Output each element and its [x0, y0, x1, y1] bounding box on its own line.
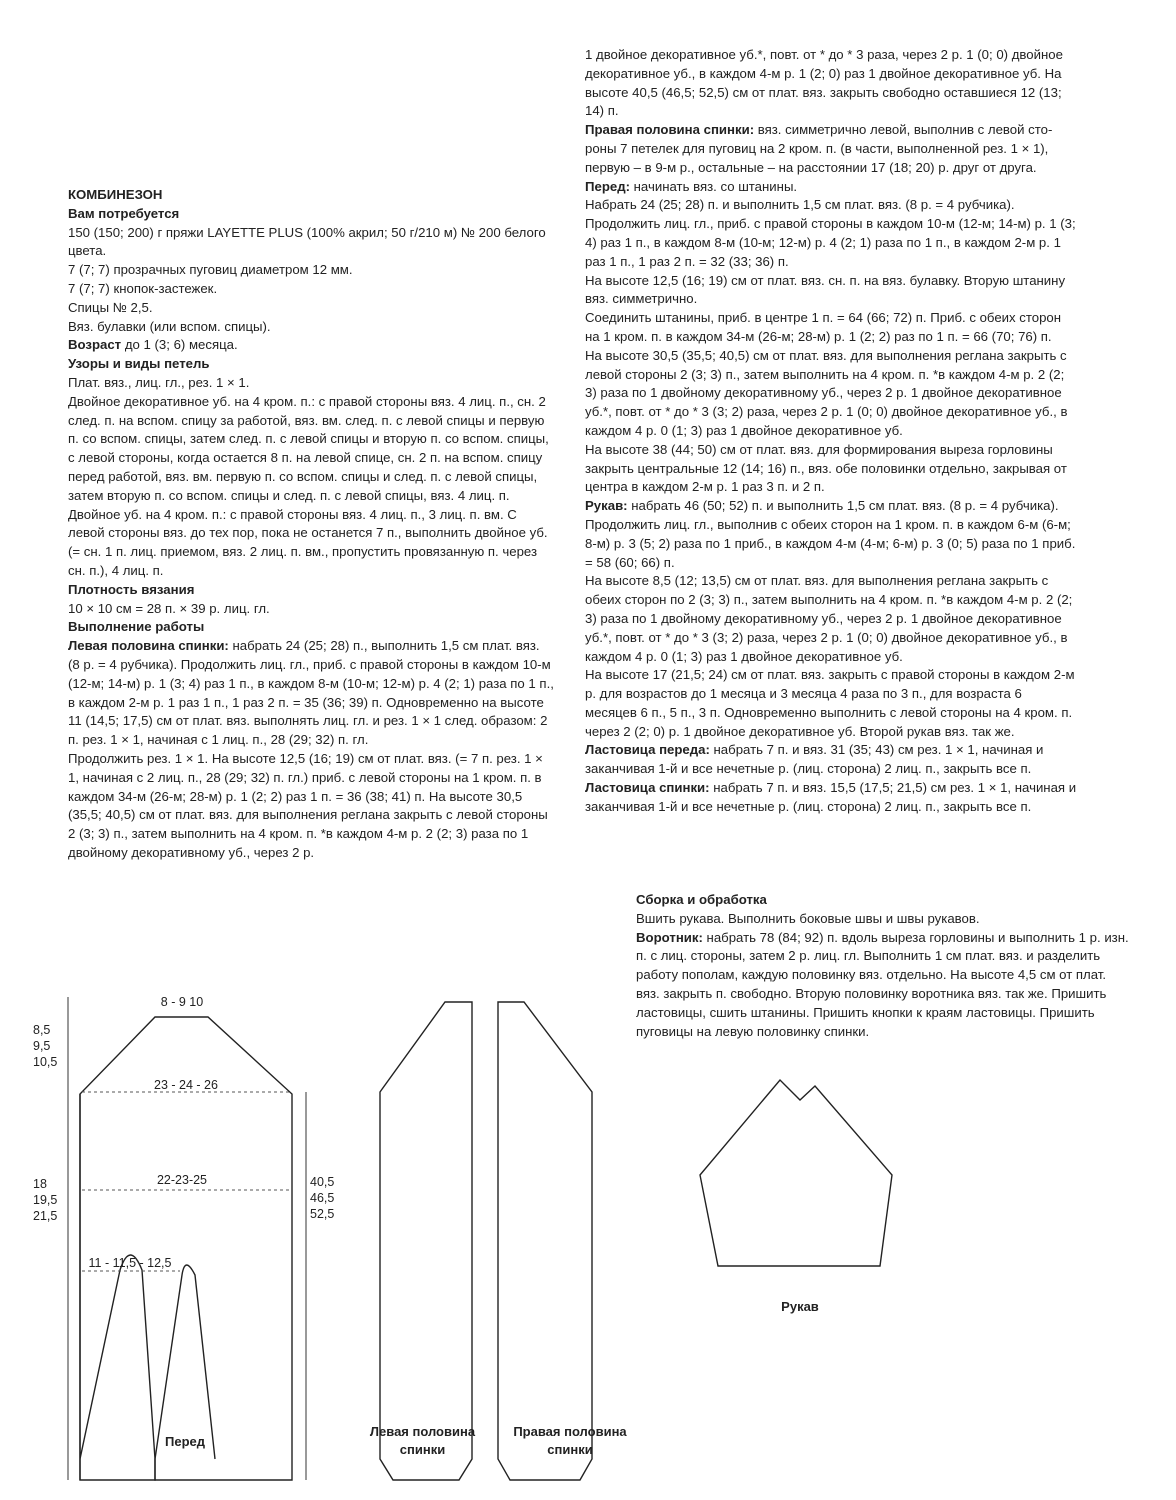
right-back-caption: Правая половина спинки: [513, 1424, 627, 1457]
right-text-column: [585, 46, 1077, 817]
section-heading: Сборка и обработка: [636, 892, 767, 907]
paragraph-text: вяз. симметрично левой, выполнив с левой стороны 7 петелек для пуговиц на 2 кром. п. (в части, выполненной рез. 1 × 1), первую – в 9-м р., остальные – на расстоянии 17 (18; 20) р. друг от друга.: [585, 122, 1053, 175]
front-chest-width-label: 23 - 24 - 26: [154, 1078, 218, 1092]
paragraph: Набрать 24 (25; 28) п. и выполнить 1,5 см плат. вяз. (8 р. = 4 рубчика). Продолжить лиц. гл., приб. с правой стороны в каждом 10-м (12-м; 14-м) р. 1 (3; 4) раз 1 п., в каждом 8-м (10-м; 12-м) р. 4 (2; 1) раза по 1 п., в каждом 2-м р. 1 раз 1 п., 1 раз 2 п. = 32 (33; 36) п.: [585, 197, 1076, 269]
paragraph-text: набрать 7 п. и вяз. 15,5 (17,5; 21,5) см рез. 1 × 1, начиная и заканчивая 1-й и все нечетные р. (лиц. сторона) 2 лиц. п., закрыть все п.: [585, 780, 1077, 814]
paragraph: Спицы № 2,5.: [68, 299, 153, 315]
front-body-height-label: 19,5: [33, 1193, 58, 1207]
paragraph: На высоте 17 (21,5; 24) см от плат. вяз. закрыть с правой стороны в каждом 2-м р. для возрастов до 1 месяца и 3 месяца 4 раза по 3 п., для возраста 6 месяцев 6 п., 5 п., 3 п. Одновременно выполнить с левой стороны на 4 кром. п. через 2 (2; 0) р. 1 двойное декоративное уб. Второй рукав вяз. так же.: [585, 667, 1075, 739]
front-waist-width-label: 22-23-25: [156, 1173, 208, 1187]
paragraph: На высоте 8,5 (12; 13,5) см от плат. вяз. для выполнения реглана закрыть с обеих сторон по 2 (3; 3) п., затем выполнить на 4 кром. п. *в каждом 4-м р. 2 (2; 3) раза по 1 двойному декоративному уб., через 2 р. 1 двойное декоративное уб.*, повт. от * до * 3 (3; 2) раза, через 2 р. 1 (0; 0) двойное декоративное уб., в каждом 4 р. 0 (1; 3) раз 1 двойное декоративное уб.: [585, 573, 1073, 664]
paragraph: 1 двойное декоративное уб.*, повт. от * до * 3 раза, через 2 р. 1 (0; 0) двойное декоративное уб., в каждом 4-м р. 1 (2; 0) раз 1 двойное декоративное уб. На высоте 40,5 (46,5; 52,5) см от плат. вяз. закрыть свободно оставшиеся 12 (13; 14) п.: [585, 47, 1063, 119]
paragraph: 7 (7; 7) кнопок-застежек.: [68, 280, 218, 296]
paragraph: Двойное декоративное уб. на 4 кром. п.: с правой стороны вяз. 4 лиц. п., сн. 2 след. п. на вспом. спицу за работой, вяз. вм. след. п. с левой спицы и первую п. со вспом. спицы, затем след. п. с левой спицы и вторую п. со вспом. спицы, с левой стороны, когда остается 8 п. на левой спице, сн. 2 п. на вспом. спицу перед работой, вяз. вм. первую п. со вспом. спицы и след. п. с левой спицы, затем вторую п. со вспом. спицы и след. п. с левой спицы, вяз. 4 лиц. п.: [68, 393, 549, 503]
paragraph-text: набрать 46 (50; 52) п. и выполнить 1,5 см плат. вяз. (8 р. = 4 рубчика). Продолжить лиц. гл., выполнив с обеих сторон на 1 кром. п. в каждом 6-м (6-м; 8-м) р. 3 (5; 2) раза по 1 приб., в каждом 4-м (4-м; 6-м) р. 3 (0; 5) раза по 1 приб. = 58 (60; 66) п.: [585, 498, 1076, 570]
paragraph: [585, 497, 1077, 572]
paragraph: Продолжить рез. 1 × 1. На высоте 12,5 (16; 19) см от плат. вяз. (= 7 п. рез. 1 × 1, начиная с 2 лиц. п., 28 (29; 32) п. гл.) приб. с левой стороны на 1 кром. п. в каждом 34-м (26-м; 28-м) р. 1 (2; 2) раз 1 п. = 36 (38; 41) п. На высоте 30,5 (35,5; 40,5) см от плат. вяз. для выполнения реглана закрыть с левой стороны 2 (3; 3) п., затем выполнить на 4 кром. п. *в каждом 4-м р. 2 (2; 3) раза по 1 двойному декоративному уб., через 2 р.: [68, 750, 548, 860]
paragraph-lead: Правая половина спинки:: [585, 122, 755, 138]
front-top-width-label: 8 - 9 10: [160, 995, 204, 1009]
paragraph-lead: Перед:: [585, 178, 630, 194]
front-total-height-label: 46,5: [310, 1191, 335, 1205]
paragraph: [585, 779, 1077, 817]
paragraph: [585, 741, 1077, 779]
paragraph-lead: Ластовица спинки:: [585, 780, 710, 796]
paragraph-text: начинать вяз. со штанины.: [629, 178, 798, 194]
paragraph: [68, 336, 554, 355]
front-caption: Перед: [165, 1434, 205, 1449]
section-heading: Плотность вязания: [68, 581, 195, 597]
sleeve-schematic: [700, 1080, 892, 1266]
paragraph: Плат. вяз., лиц. гл., рез. 1 × 1.: [68, 374, 250, 390]
back-schematic: [380, 1002, 592, 1480]
paragraph: На высоте 30,5 (35,5; 40,5) см от плат. вяз. для выполнения реглана закрыть с левой стороны 2 (3; 3) п., затем выполнить на 4 кром. п. *в каждом 4-м р. 2 (2; 3) раза по 1 двойному декоративному уб., через 2 р. 1 двойное декоративное уб.*, повт. от * до * 3 (3; 2) раза, через 2 р. 1 (0; 0) двойное декоративное уб., в каждом 4 р. 0 (1; 3) раз 1 двойное декоративное уб.: [585, 347, 1068, 438]
paragraph-text: набрать 7 п. и вяз. 31 (35; 43) см рез. 1 × 1, начиная и заканчивая 1-й и все нечетные р. (лиц. сторона) 2 лиц. п., закрыть все п.: [585, 742, 1044, 777]
paragraph-text: набрать 24 (25; 28) п., выполнить 1,5 см плат. вяз. (8 р. = 4 рубчика). Продолжить лиц. гл., приб. с правой стороны в каждом 10-м (12-м; 14-м) р. 1 (3; 4) раз 1 п., в каждом 8-м (10-м; 12-м) р. 4 (2; 1) раза по 1 п., в каждом 2-м р. 1 раз 1 п., 1 раз 2 п. = 35 (36; 39) п. Одновременно на высоте 11 (14,5; 17,5) см от плат. вяз. выполнять лиц. гл. и рез. 1 × 1 след. образом: 2 п. рез. 1 × 1, начиная с 1 лиц. п., 28 (29; 32) п. гл.: [68, 638, 554, 748]
paragraph-lead: Левая половина спинки:: [68, 638, 229, 654]
paragraph-text: набрать 78 (84; 92) п. вдоль выреза горловины и выполнить 1 р. изн. п. с лиц. стороны, затем 2 р. лиц. гл. Выполнить 1 см плат. вяз. и разделить работу пополам, каждую половинку вяз. отдельно. На высоте 4,5 см от плат. вяз. закрыть п. свободно. Вторую половинку воротника вяз. так же. Пришить ластовицы, сшить штанины. Пришить кнопки к краям ластовицы. Пришить пуговицы на левую половинку спинки.: [636, 929, 1129, 1039]
paragraph: [68, 637, 554, 750]
left-text-column: [68, 186, 554, 863]
front-raglan-height-label: 9,5: [33, 1039, 51, 1053]
front-leg-width-label: 11 - 11,5 - 12,5: [88, 1256, 172, 1270]
paragraph: 10 × 10 см = 28 п. × 39 р. лиц. гл.: [68, 600, 270, 616]
section-heading: КОМБИНЕЗОН: [68, 187, 163, 202]
paragraph: [585, 178, 1077, 197]
section-heading: Выполнение работы: [68, 619, 205, 635]
sleeve-caption: Рукав: [781, 1299, 819, 1314]
paragraph: 7 (7; 7) прозрачных пуговиц диаметром 12 мм.: [68, 262, 353, 278]
paragraph-lead: Возраст: [68, 337, 122, 353]
paragraph: На высоте 38 (44; 50) см от плат. вяз. для формирования выреза горловины закрыть центральные 12 (14; 16) п., вяз. обе половинки отдельно, закрывая от центра в каждом 2-м р. 1 раз 3 п. и 2 п.: [585, 441, 1067, 495]
paragraph-text: до 1 (3; 6) месяца.: [121, 337, 238, 353]
paragraph: 150 (150; 200) г пряжи LAYETTE PLUS (100% акрил; 50 г/210 м) № 200 белого цвета.: [68, 224, 546, 259]
front-raglan-height-label: 8,5: [33, 1023, 51, 1037]
front-body-height-label: 18: [33, 1177, 47, 1191]
paragraph-lead: Рукав:: [585, 498, 628, 514]
left-back-caption: Левая половина спинки: [369, 1424, 476, 1457]
paragraph-lead: Воротник:: [636, 929, 703, 945]
paragraph: Вшить рукава. Выполнить боковые швы и швы рукавов.: [636, 910, 980, 926]
pattern-schematics: [0, 940, 1176, 1500]
paragraph: Соединить штанины, приб. в центре 1 п. = 64 (66; 72) п. Приб. с обеих сторон на 1 кром. п. в каждом 34-м (26-м; 28-м) р. 1 (2; 2) раз по 1 п. = 66 (70; 76) п.: [585, 310, 1062, 344]
paragraph: [585, 121, 1077, 177]
section-heading: Узоры и виды петель: [68, 356, 210, 372]
paragraph: На высоте 12,5 (16; 19) см от плат. вяз. сн. п. на вяз. булавку. Вторую штанину вяз. симметрично.: [585, 272, 1066, 307]
front-raglan-height-label: 10,5: [33, 1055, 58, 1069]
paragraph: Двойное уб. на 4 кром. п.: с правой стороны вяз. 4 лиц. п., 3 лиц. п. вм. С левой стороны вяз. до тех пор, пока не останется 7 п., выполнить двойное уб. (= сн. 1 п. лиц. приемом, вяз. 2 лиц. п. вм., пропустить провязанную п. через сн. п.), 4 лиц. п.: [68, 506, 548, 578]
front-total-height-label: 40,5: [310, 1175, 335, 1189]
paragraph: Вяз. булавки (или вспом. спицы).: [68, 318, 271, 334]
front-total-height-label: 52,5: [310, 1207, 335, 1221]
front-body-height-label: 21,5: [33, 1209, 58, 1223]
section-heading: Вам потребуется: [68, 205, 180, 221]
paragraph-lead: Ластовица переда:: [585, 742, 710, 758]
